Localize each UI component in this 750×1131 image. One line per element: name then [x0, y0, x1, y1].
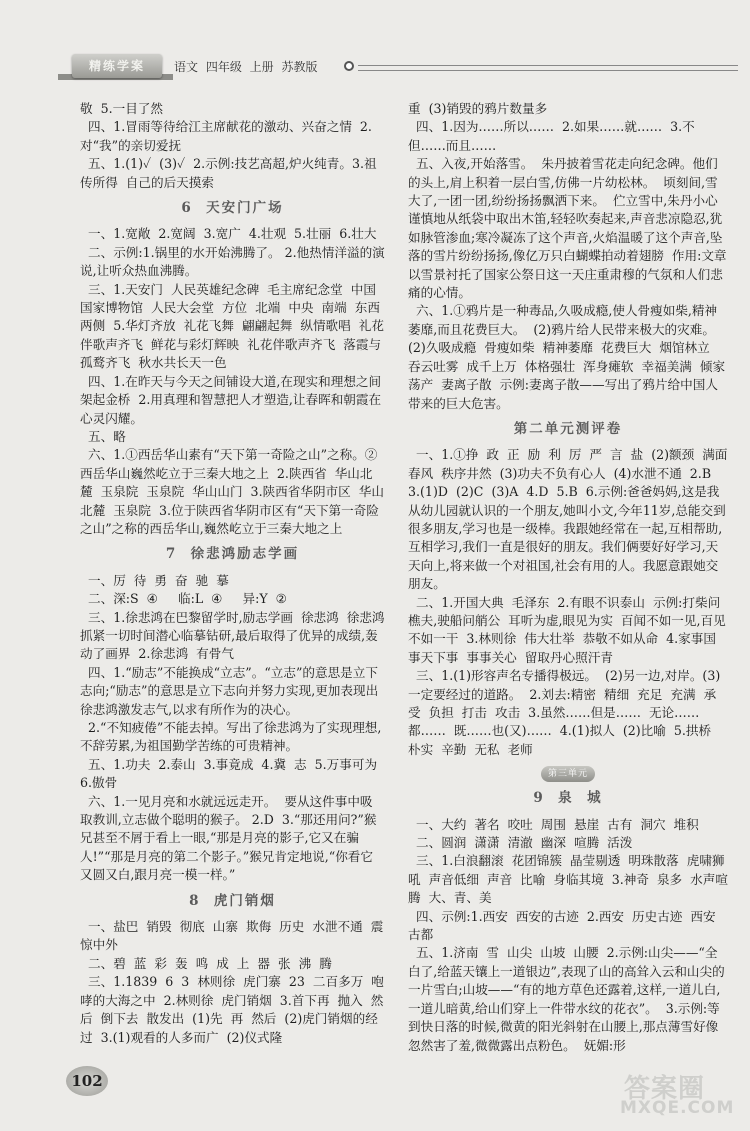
answer-line: 五、1.(1)✓ (3)✓ 2.示例:技艺高超,炉火纯青。3.祖传所得 自己的后天摸索 [80, 156, 377, 190]
answer-line: 重 (3)销毁的鸦片数量多 [408, 101, 548, 116]
unit-test-title-text: 第二单元测评卷 [513, 420, 623, 437]
header-rule [358, 65, 738, 71]
series-logo: 精练学案 [72, 54, 162, 78]
answer-line: 二、深:S ④ 临:L ④ 异:Y ② [80, 591, 287, 607]
answer-line: 四、1.因为……所以…… 2.如果……就…… 3.不但……而且…… [408, 119, 695, 153]
section-title-text: 6 天安门广场 [181, 200, 284, 217]
page-number: 102 [66, 1066, 108, 1096]
answer-line: 一、厉 待 勇 奋 驰 摹 [80, 572, 229, 588]
answer-line: 四、1.冒雨等待给江主席献花的激动、兴奋之情 2.对“我”的亲切爱抚 [80, 119, 372, 153]
answer-line: 六、1.①西岳华山素有“天下第一奇险之山”之称。②西岳华山巍然屹立于三秦大地之上 2.陕西省 华山北麓 玉泉院 玉泉院 华山山门 3.陕西省华阴市区 华山北麓 玉泉院 3.位于陕西省华阴市区有“天下第一奇险之山”之称的西岳华山,巍然屹立于三秦大地之上 [80, 447, 384, 536]
answer-line: 二、碧 蓝 彩 轰 鸣 成 上 器 张 沸 腾 [80, 955, 332, 971]
answer-line: 五、1.济南 雪 山尖 山坡 山腰 2.示例:山尖——“全白了,给蓝天镶上一道银边”,表现了山的高耸入云和山尖的一片雪白;山坡——“有的地方草色还露着,这样,一道儿白,一道儿暗黄,给山们穿上一件带水纹的花衣”。 3.示例:等到快日落的时候,微黄的阳光斜射在山腰上,那点薄雪好像忽然害了羞,微微露出点粉色。 妩媚:形 [408, 945, 725, 1053]
answer-line: 六、1.①鸦片是一种毒品,久吸成瘾,使人骨瘦如柴,精神萎靡,而且花费巨大。 (2)鸦片给人民带来极大的灾难。(2)久吸成瘾 骨瘦如柴 精神萎靡 花费巨大 烟馆林立 吞云吐雾 成千上万 体格强壮 浑身瘫软 幸福美满 倾家荡产 妻离子散 示例:妻离子散——写出了鸦片给中国人带来的巨大危害。 [408, 303, 726, 411]
watermark-logo: 答案圈 [624, 1074, 706, 1104]
section-title-text: 7 徐悲鸿励志学画 [165, 546, 300, 563]
book-info: 语文 四年级 上册 苏教版 [174, 60, 318, 74]
answer-line: 三、1.徐悲鸿在巴黎留学时,励志学画 徐悲鸿 徐悲鸿抓紧一切时间潜心临摹钻研,最后取得了优异的成绩,轰动了画界 2.徐悲鸿 有骨气 [80, 609, 385, 662]
answer-line: 四、示例:1.西安 西安的古迹 2.西安 历史古迹 西安 古都 [408, 908, 724, 943]
answer-line: 四、1.“励志”不能换成“立志”。“立志”的意思是立下志向;“励志”的意思是立下志向并努力实现,更加表现出徐悲鸿激发志气,以求有所作为的决心。 [80, 664, 379, 717]
answer-line: 二、圆润 潇潇 清澈 幽深 喧腾 活泼 [408, 835, 633, 851]
answer-line: 一、大约 著名 咬吐 周围 悬崖 古有 洞穴 堆积 [408, 816, 699, 832]
answer-line: 四、1.在昨天与今天之间铺设大道,在现实和理想之间架起金桥 2.用真理和智慧把人才塑造,让春晖和朝霞在心灵闪耀。 [80, 373, 382, 426]
unit-badge-label: 第三单元 [541, 766, 595, 782]
answer-line: 二、示例:1.锅里的水开始沸腾了。 2.他热情洋溢的演说,让听众热血沸腾。 [80, 244, 385, 279]
section-title-text: 8 虎门销烟 [189, 892, 276, 909]
section-title [80, 199, 385, 217]
header-dot-icon [344, 61, 354, 71]
answer-line: 三、1.天安门 人民英雄纪念碑 毛主席纪念堂 中国国家博物馆 人民大会堂 方位 北端 中央 南端 东西两侧 5.华灯齐放 礼花飞舞 翩翩起舞 纵情歌唱 礼花伴歌声齐飞 鲜花与彩灯辉映 礼花伴歌声齐飞 落霞与孤鹜齐飞 秋水共长天一色 [80, 281, 384, 371]
answer-line: 五、略 [80, 428, 126, 444]
answer-line: 三、1.1839 6 3 林则徐 虎门寨 23 二百多万 咆哮的大海之中 2.林则徐 虎门销烟 3.首下再 抛入 然后 倒下去 散发出 (1)先 再 然后 (2)虎门销烟的经过 3.(1)观看的人多而广 (2)仪式隆 [80, 974, 384, 1045]
page-header [58, 52, 738, 82]
answer-line: 三、1.(1)形容声名专播得极远。 (2)另一边,对岸。(3)一定要经过的道路。 2.刘去:精密 精细 充足 充满 承受 负担 打击 攻击 3.虽然……但是…… 无论……都…… 既……也(又)…… 4.(1)拟人 (2)比喻 5.拱桥 朴实 辛勤 无私 老师 [408, 668, 721, 757]
answer-line: 2.“不知疲倦”不能去掉。写出了徐悲鸿为了实现理想,不辞劳累,为祖国勤学苦练的可贵精神。 [80, 720, 382, 754]
unit-test-title [408, 420, 728, 438]
section-title-text: 9 泉 城 [533, 790, 603, 807]
answer-line: 一、1.宽敞 2.宽阔 3.宽广 4.壮观 5.壮丽 6.壮大 [80, 226, 377, 242]
answer-line: 一、盐巴 销毁 彻底 山寨 欺侮 历史 水泄不通 震惊中外 [80, 919, 384, 953]
right-column [408, 100, 728, 1055]
left-column [80, 100, 385, 1047]
section-title [80, 892, 385, 910]
unit-badge [408, 763, 728, 782]
answer-line: 二、1.开国大典 毛泽东 2.有眼不识泰山 示例:打柴问樵夫,驶船问艄公 耳听为虚,眼见为实 百闻不如一见,百见不如一干 3.林则徐 伟大壮举 恭敬不如从命 4.家事国事天下事 事事关心 留取丹心照汗青 [408, 594, 726, 665]
answer-line: 敬 5.一目了然 [80, 101, 163, 116]
answer-line: 六、1.一见月亮和水就远远走开。 要从这件事中吸取教训,立志做个聪明的猴子。 2.D 3.“那还用问?”猴兄甚至不屑于看上一眼,“那是月亮的影子,它又在骗人!”“那是月亮的第二个影子。”猴兄肯定地说,“你看它又圆又白,跟月亮一模一样。” [80, 793, 377, 883]
answer-line: 三、1.白浪翻滚 花团锦簇 晶莹剔透 明珠散落 虎啸狮吼 声音低细 声音 比喻 身临其境 3.神奇 泉多 水声喧腾 大、青、美 [408, 853, 728, 906]
watermark-url: MXQE.COM [620, 1098, 735, 1118]
answer-line: 五、1.功夫 2.泰山 3.事竟成 4.冀 志 5.万事可为 6.傲骨 [80, 756, 386, 791]
answer-line: 五、入夜,开始落雪。 朱丹披着雪花走向纪念碑。他们的头上,肩上积着一层白雪,仿佛一片幼松林。 顷刻间,雪大了,一团一团,纷纷扬扬飘洒下来。 伫立雪中,朱丹小心谨慎地从纸袋中取出木笛,轻轻吹奏起来,声音悲凉隐忍,犹如脉管渗血;寒冷凝冻了这个声音,火焰温暖了这个声音,坠落的雪片纷纷扬扬,像亿万只白蝴蝶拍动着翅膀 作用:文章以雪景衬托了国家公祭日这一天庄重肃穆的气氛和人们悲痛的心情。 [408, 156, 727, 301]
section-title [80, 545, 385, 563]
answer-line: 一、1.①挣 政 正 励 利 厉 严 言 盐 (2)额颈 满面春风 秩序井然 (3)功夫不负有心人 (4)水泄不通 2.B 3.(1)D (2)C (3)A 4.D 5.B 6.示例:爸爸妈妈,这是我从幼儿园就认识的一个朋友,她叫小文,今年11岁,总能交到很多朋友,学习也是一级棒。我跟她经常在一起,互相帮助,互相学习,我们一直是很好的朋友。我们俩要好好学习,天天向上,将来做一个对祖国,社会有用的人。我愿意跟她交朋友。 [408, 447, 728, 592]
section-title [408, 789, 728, 807]
